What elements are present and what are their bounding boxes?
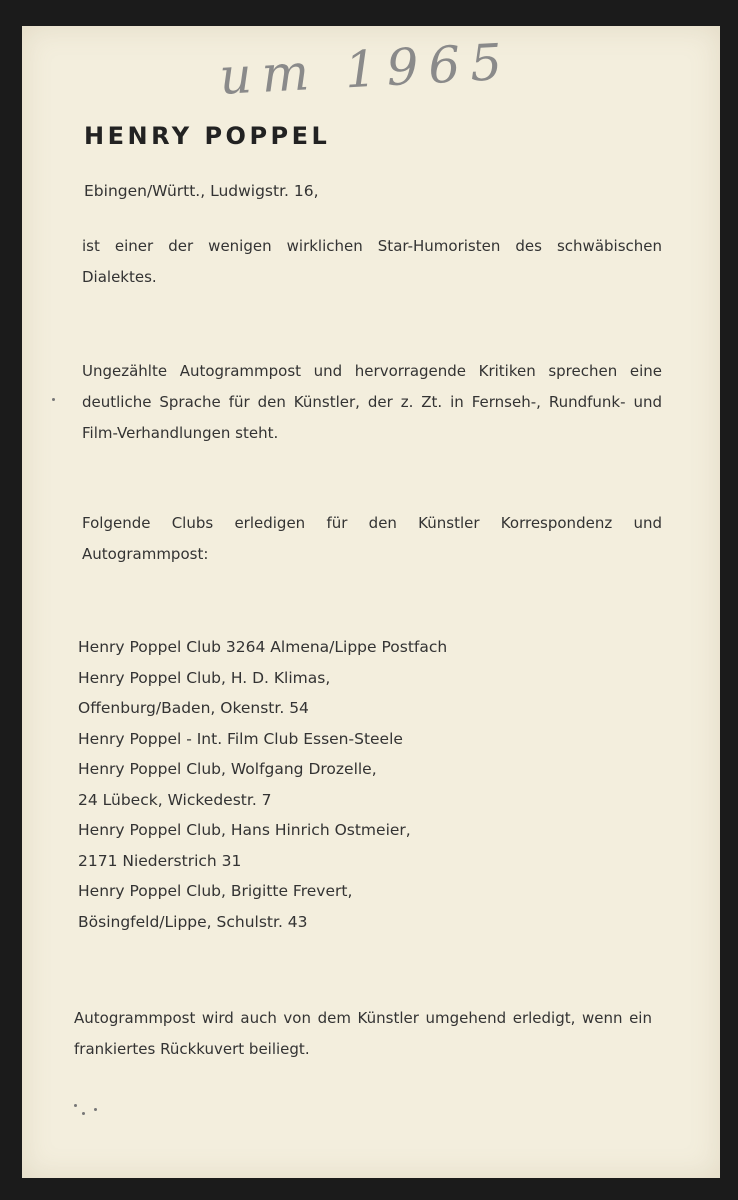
club-line: Offenburg/Baden, Okenstr. 54 (78, 699, 309, 717)
artist-name: HENRY POPPEL (84, 122, 331, 150)
paper-speck (94, 1108, 97, 1111)
paper-speck (82, 1112, 85, 1115)
club-line: Henry Poppel Club 3264 Almena/Lippe Postfach (78, 638, 448, 656)
club-line: 24 Lübeck, Wickedestr. 7 (78, 790, 272, 809)
club-line: Henry Poppel Club, H. D. Klimas, (78, 668, 331, 687)
club-line: Bösingfeld/Lippe, Schulstr. 43 (78, 912, 308, 931)
fan-mail-paragraph: Ungezählte Autogrammpost und hervorragende Kritiken sprechen eine deutliche Sprache für den Künstler, der z. Zt. in Fernseh-, Rundfunk- und Film-Verhandlungen steht. (82, 362, 662, 442)
handwritten-date-note: um 1965 (218, 32, 514, 106)
club-line: Henry Poppel Club, Brigitte Frevert, (78, 882, 353, 900)
club-line: Henry Poppel Club, Wolfgang Drozelle, (78, 760, 377, 778)
artist-address: Ebingen/Württ., Ludwigstr. 16, (84, 182, 319, 200)
club-address-list (78, 632, 447, 937)
club-line: 2171 Niederstrich 31 (78, 851, 242, 870)
intro-paragraph: ist einer der wenigen wirklichen Star-Humoristen des schwäbischen Dialektes. (82, 237, 662, 286)
paper-speck (74, 1104, 77, 1107)
paper-speck (52, 398, 55, 401)
postcard (22, 26, 720, 1178)
closing-paragraph: Autogrammpost wird auch von dem Künstler umgehend erledigt, wenn ein frankiertes Rückkuvert beiliegt. (74, 1009, 652, 1058)
clubs-intro-paragraph: Folgende Clubs erledigen für den Künstler Korrespondenz und Autogrammpost: (82, 514, 662, 563)
club-line: Henry Poppel Club, Hans Hinrich Ostmeier, (78, 821, 411, 839)
club-line: Henry Poppel - Int. Film Club Essen-Steele (78, 729, 403, 748)
